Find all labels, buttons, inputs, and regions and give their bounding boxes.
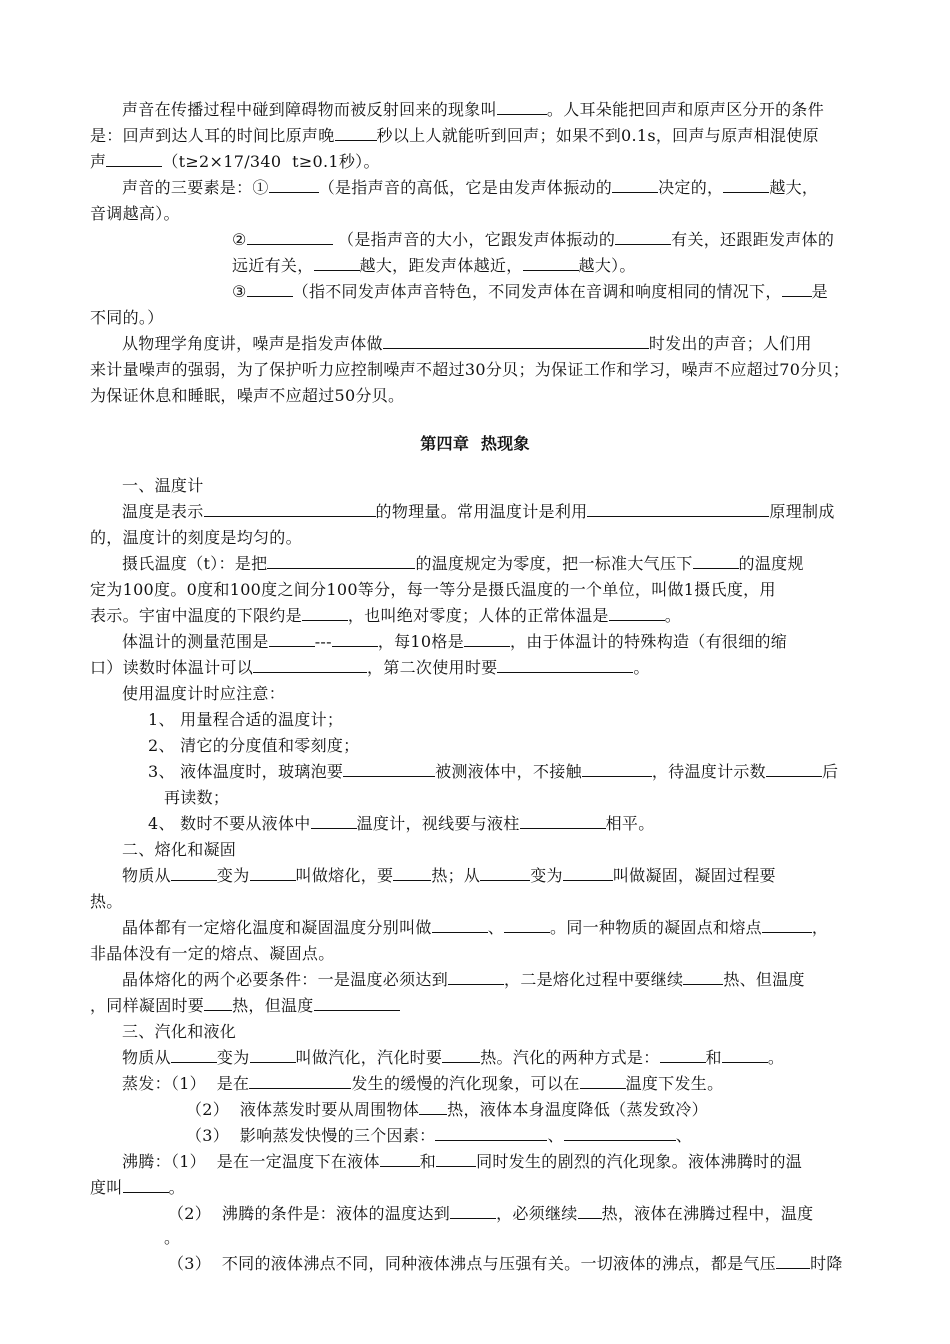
echo-line-2: 是：回声到达人耳的时间比原声晚 秒以上人就能听到回声；如果不到0.1s，回声与原声相混使原: [90, 126, 819, 145]
crystal-line-2: 非晶体没有一定的熔点、凝固点。: [90, 944, 335, 963]
crystal-conditions-line-2: ，同样凝固时要 热，但温度: [90, 996, 400, 1016]
evaporation-line-1: 蒸发：（1） 是在 发生的缓慢的汽化现象，可以在 温度下发生。: [122, 1074, 724, 1093]
melting-line-1: 物质从 变为 叫做熔化，要 热；从 变为 叫做凝固，凝固过程要: [122, 866, 776, 885]
noise-line-2: 来计量噪声的强弱，为了保护听力应控制噪声不超过30分贝；为保证工作和学习，噪声不应超过70分贝；: [90, 360, 850, 379]
celsius-line-3: 表示。宇宙中温度的下限约是 ，也叫绝对零度；人体的正常体温是 。: [90, 606, 682, 625]
evaporation-line-3: （3） 影响蒸发快慢的三个因素： 、 、: [186, 1126, 693, 1145]
loudness-line-1: ② （是指声音的大小，它跟发声体振动的 有关，还跟距发声体的: [232, 230, 835, 249]
thermometer-line-1: 温度是表示 的物理量。常用温度计是利用 原理制成: [122, 502, 835, 521]
note-4: 4、 数时不要从液体中 温度计，视线要与液柱 相平。: [148, 814, 655, 833]
thermometer-line-2: 的，温度计的刻度是均匀的。: [90, 528, 302, 547]
note-2: 2、 清它的分度值和零刻度；: [148, 736, 360, 755]
crystal-conditions-line-1: 晶体熔化的两个必要条件：一是温度必须达到 ，二是熔化过程中要继续 热、但温度: [122, 970, 805, 989]
three-elements-line-1: 声音的三要素是：① （是指声音的高低，它是由发声体振动的 决定的， 越大，: [122, 178, 819, 197]
clinical-thermometer-line-1: 体温计的测量范围是 --- ，每10格是 ，由于体温计的特殊构造（有很细的缩: [122, 632, 788, 651]
crystal-line-1: 晶体都有一定熔化温度和凝固温度分别叫做 、 。同一种物质的凝固点和熔点 ，: [122, 918, 829, 937]
note-3-line-1: 3、 液体温度时，玻璃泡要 被测液体中，不接触 ，待温度计示数 后: [148, 762, 839, 781]
boiling-condition-line-1: （2） 沸腾的条件是：液体的温度达到 ，必须继续 热，液体在沸腾过程中，温度: [168, 1204, 814, 1223]
echo-line-1: 声音在传播过程中碰到障碍物而被反射回来的现象叫 。人耳朵能把回声和原声区分开的条件: [122, 100, 825, 119]
thermometer-heading: 一、温度计: [122, 476, 204, 495]
note-1: 1、 用量程合适的温度计；: [148, 710, 344, 729]
boiling-line-1: 沸腾：（1） 是在一定温度下在液体 和 同时发生的剧烈的汽化现象。液体沸腾时的温: [122, 1152, 803, 1171]
timbre-line-1: ③ （指不同发声体声音特色，不同发声体在音调和响度相同的情况下， 是: [232, 282, 828, 301]
celsius-line-1: 摄氏温度（t）：是把 的温度规定为零度，把一标准大气压下 的温度规: [122, 554, 804, 573]
three-elements-line-2: 音调越高）。: [90, 204, 180, 223]
melting-line-2: 热。: [90, 892, 123, 911]
notes-heading: 使用温度计时应注意：: [122, 684, 286, 703]
melting-heading: 二、熔化和凝固: [122, 840, 237, 859]
boiling-line-2: 度叫 。: [90, 1178, 185, 1197]
clinical-thermometer-line-2: 口）读数时体温计可以 ，第二次使用时要 。: [90, 658, 650, 677]
celsius-line-2: 定为100度。0度和100度之间分100等分，每一等分是摄氏温度的一个单位，叫做1摄氏度，用: [90, 580, 776, 599]
loudness-line-2: 远近有关， 越大，距发声体越近， 越大）。: [232, 256, 636, 275]
timbre-line-2: 不同的。）: [90, 308, 164, 327]
vaporization-heading: 三、汽化和液化: [122, 1022, 237, 1041]
vaporization-line-1: 物质从 变为 叫做汽化，汽化时要 热。汽化的两种方式是： 和 。: [122, 1048, 785, 1067]
noise-line-1: 从物理学角度讲，噪声是指发声体做 时发出的声音；人们用: [122, 334, 812, 353]
noise-line-3: 为保证休息和睡眠，噪声不应超过50分贝。: [90, 386, 405, 405]
evaporation-line-2: （2） 液体蒸发时要从周围物体 热，液体本身温度降低（蒸发致冷）: [186, 1100, 708, 1119]
boiling-condition-line-2: 。: [164, 1228, 181, 1247]
note-3-line-2: 再读数；: [164, 788, 230, 807]
echo-line-3: 声 （t≥2×17/340 t≥0.1秒）。: [90, 152, 380, 171]
chapter-title: 第四章 热现象: [420, 434, 530, 453]
boiling-point-line: （3） 不同的液体沸点不同，同种液体沸点与压强有关。一切液体的沸点，都是气压 时降: [168, 1254, 843, 1273]
